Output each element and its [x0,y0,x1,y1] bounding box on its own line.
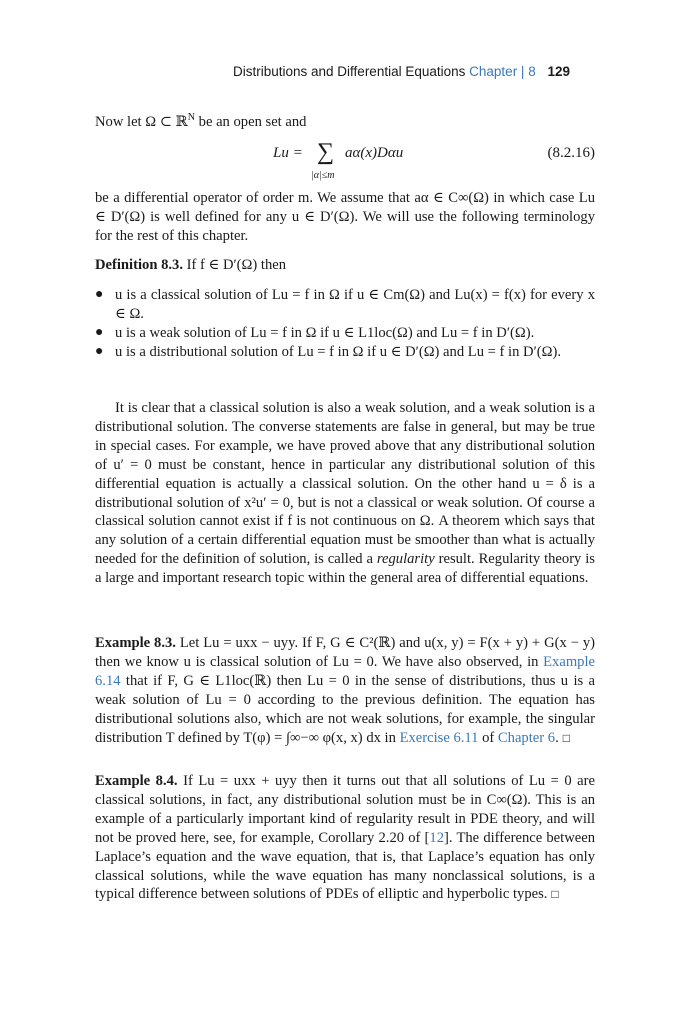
definition-bullets [95,286,595,362]
sum-index: |α|≤m [311,170,335,181]
regularity-text-end: result. Regularity theory is a large and important research topic within the general area of differential equations. [95,551,595,587]
example-8-4-text-2: ]. The difference between Laplace’s equation and the wave equation, that is, that Laplace’s equation has only classical solutions, while the wave equation has many nonclassical solutions, is a typical difference between solutions of PDEs of elliptic and hyperbolic types. [95,829,595,903]
running-title: Distributions and Differential Equations [233,64,466,79]
regularity-emphasis: regularity [376,551,435,568]
definition-8-3 [95,256,595,275]
example-8-4 [95,772,595,904]
list-item [95,286,595,324]
reference-12-link[interactable]: 12 [429,829,445,846]
bullet-icon: ● [95,343,104,359]
bullet-icon: ● [95,287,104,302]
qed-icon: □ [551,887,559,902]
intro-line [95,113,595,132]
definition-text: If f ∈ D′(Ω) then [186,257,287,273]
example-8-3-text-2: that if F, G ∈ L1loc(ℝ) then Lu = 0 in the sense of distributions, thus u is a weak solution of Lu = 0 according to the previous definition. The equation has distributional solutions also, which are not weak solutions, for example, the singular distribution T defined by T(φ) = ∫∞−∞ φ(x, x) dx in [95,672,595,746]
example-8-3-text: Let Lu = uxx − uyy. If F, G ∈ C²(ℝ) and u(x, y) = F(x + y) + G(x − y) then we know u is classical solution of Lu = 0. We have also observed, in [95,635,596,670]
bullet-text: u is a distributional solution of Lu = f in Ω if u ∈ D′(Ω) and Lu = f in D′(Ω). [115,343,561,360]
definition-label: Definition 8.3. [95,257,183,273]
paragraph-operator-text: be a differential operator of order m. We assume that aα ∈ C∞(Ω) in which case Lu ∈ D′(Ω) is well defined for any u ∈ D′(Ω). We will use the following terminology for the rest of this chapter. [95,190,595,244]
regularity-text: It is clear that a classical solution is also a weak solution, and a weak solution is a distributional solution. The converse statements are false in general, but may be true in special cases. For example, we have proved above that any distributional solution of u′ = 0 must be constant, hence in particular any distributional solution of this differential equation is actually a classical solution. On the other hand u = δ is a distributional solution of x²u′ = 0, but is not a classical or weak solution. Of course a classical solution cannot exist if f is not continuous on Ω. A theorem which says that any solution of a certain differential equation must be smoother than what is actually needed for the definition of solution, is called a [95,400,595,568]
example-8-4-text: If Lu = uxx + uyy then it turns out that all solutions of Lu = 0 are classical solutions, in fact, any distributional solution must be in C∞(Ω). This is an example of a particularly important kind of regularity result in PDE theory, and will not be proved here, see, for example, Corollary 2.20 of [ [95,773,595,846]
list-item [95,324,595,343]
list-item [95,343,595,362]
example-8-3-text-4: . [555,729,559,746]
running-header [233,64,570,79]
intro-sup: N [187,112,195,124]
paragraph-operator [95,189,595,246]
sum-symbol: ∑ [317,139,335,165]
chapter-6-link[interactable]: Chapter 6 [497,729,556,746]
example-8-3-label: Example 8.3. [95,635,176,651]
example-6-14-link[interactable]: Example 6.14 [95,653,595,689]
equation-rhs: aα(x)Dαu [345,145,404,161]
bullet-text: u is a classical solution of Lu = f in Ω if u ∈ Cm(Ω) and Lu(x) = f(x) for every x ∈ Ω. [115,287,595,322]
chapter-label: Chapter | 8 [469,64,536,79]
page-number: 129 [547,64,570,79]
example-8-3-text-3: of [478,729,498,746]
qed-icon: □ [562,730,570,745]
intro-text-after: be an open set and [195,114,307,130]
equation-number: (8.2.16) [547,145,595,161]
exercise-6-11-link[interactable]: Exercise 6.11 [399,729,479,746]
bullet-icon: ● [95,324,104,340]
example-8-4-label: Example 8.4. [95,773,178,789]
paragraph-regularity [95,399,595,588]
intro-text: Now let Ω ⊂ ℝ [95,114,188,130]
example-8-3 [95,634,595,747]
bullet-text: u is a weak solution of Lu = f in Ω if u ∈ L1loc(Ω) and Lu = f in D′(Ω). [115,324,535,341]
equation-lhs: Lu = [273,145,303,161]
